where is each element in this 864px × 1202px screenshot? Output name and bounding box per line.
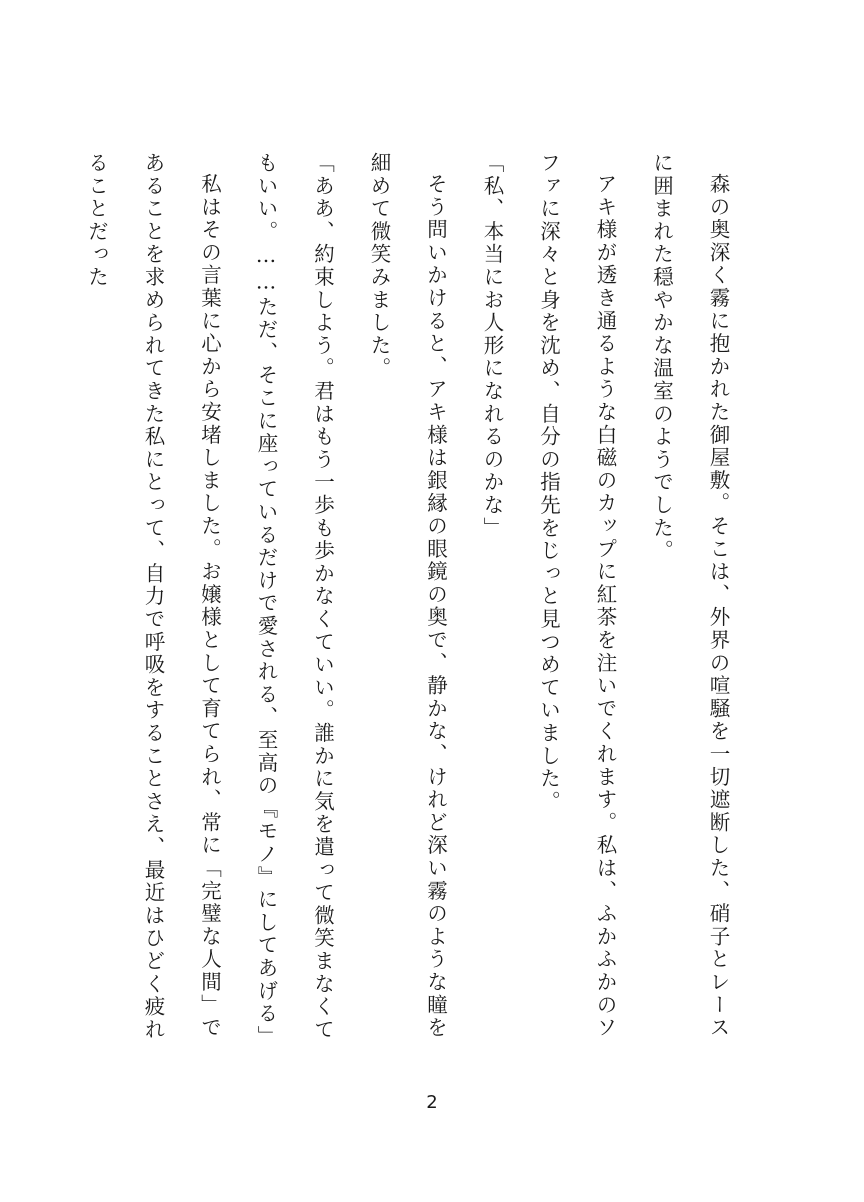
page-number: 2 xyxy=(426,1092,438,1113)
paragraph-opening: 森の奥深く霧に抱かれた御屋敷。そこは、外界の喧騒を一切遮断した、硝子とレースに囲まれた穏やかな温室のようでした。 xyxy=(649,152,730,1039)
vertical-text-body xyxy=(84,152,746,1052)
paragraph-reply-intro: そう問いかけると、アキ様は銀縁の眼鏡の奥で、静かな、けれど深い霧のような瞳を細めて微笑みました。 xyxy=(367,152,448,1039)
paragraph-relief: 私はその言葉に心から安堵しました。お嬢様として育てられ、常に「完璧な人間」であることを求められてきた私にとって、自力で呼吸をすることさえ、最近はひどく疲れることだった xyxy=(84,152,222,1042)
paragraph-dialogue-promise: 「ああ、約束しよう。君はもう一歩も歩かなくていい。誰かに気を遣って微笑まなくてもいい。……ただ、そこに座っているだけで愛される、至高の『モノ』にしてあげる」 xyxy=(254,152,335,1049)
paragraph-dialogue-question: 「私、本当にお人形になれるのかな」 xyxy=(480,152,504,540)
paragraph-tea: アキ様が透き通るような白磁のカップに紅茶を注いでくれます。私は、ふかふかのソファに深々と身を沈め、自分の指先をじっと見つめていました。 xyxy=(536,152,617,1039)
